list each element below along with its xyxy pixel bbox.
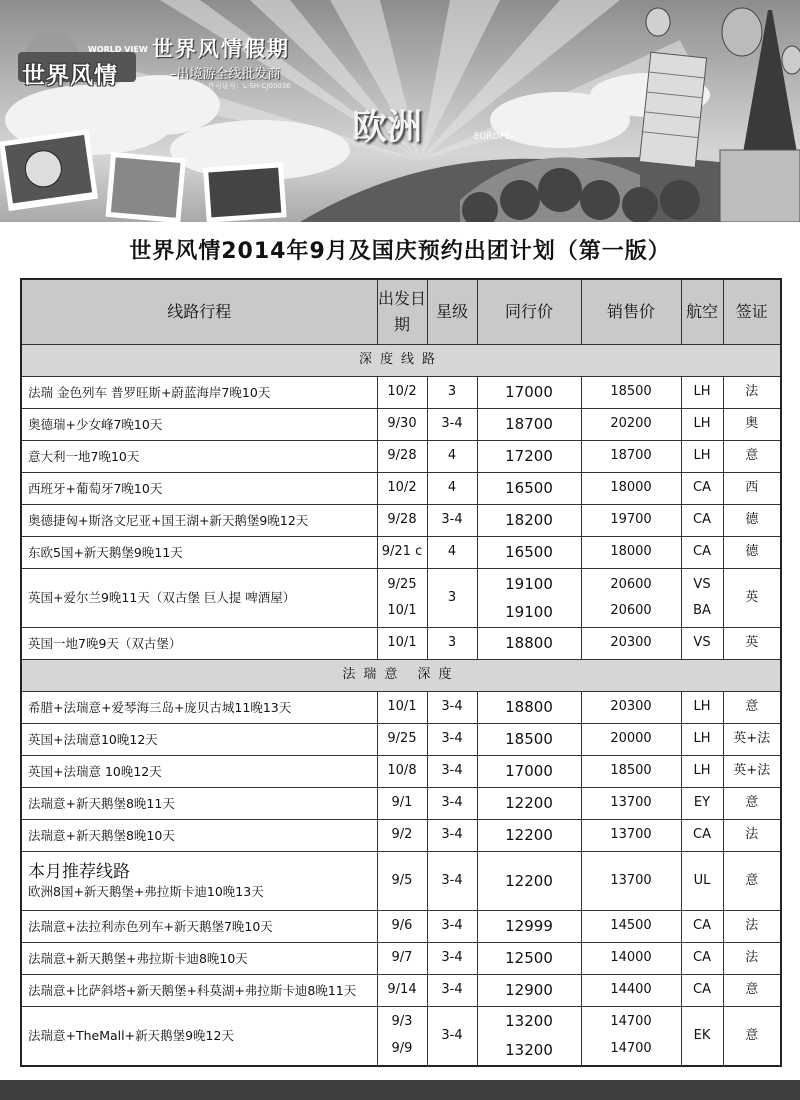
departure-date-cell: 10/8: [377, 756, 427, 788]
schedule-body: [21, 345, 781, 1066]
visa-cell: 西: [723, 473, 781, 505]
retail-price-cell: 20300: [581, 628, 681, 660]
column-header-route: 线路行程: [21, 279, 377, 345]
retail-price-cell-value: 14700: [610, 1040, 652, 1056]
logo: 世界风情: [22, 63, 118, 89]
route-cell: [21, 943, 377, 975]
star-rating-cell: 3-4: [427, 692, 477, 724]
star-rating-cell: 3-4: [427, 943, 477, 975]
route-name: 西班牙+葡萄牙7晚10天: [28, 480, 163, 496]
visa-cell: 英: [723, 628, 781, 660]
route-name: 英国一地7晚9天（双古堡）: [28, 635, 182, 651]
star-rating-cell: 3-4: [427, 820, 477, 852]
route-cell: [21, 473, 377, 505]
airline-cell: UL: [681, 852, 723, 911]
retail-price-cell: 19700: [581, 505, 681, 537]
table-row: [21, 377, 781, 409]
retail-price-cell-value: 20600: [610, 603, 652, 618]
airline-cell: LH: [681, 409, 723, 441]
visa-cell: 法: [723, 820, 781, 852]
peer-price-cell-value: 19100: [505, 574, 553, 593]
table-row: [21, 788, 781, 820]
airline-cell: CA: [681, 820, 723, 852]
star-rating-cell: 4: [427, 537, 477, 569]
retail-price-cell: 18000: [581, 473, 681, 505]
route-name: 东欧5国+新天鹅堡9晚11天: [28, 544, 183, 560]
star-rating-cell: 3-4: [427, 409, 477, 441]
departure-date-cell: 9/7: [377, 943, 427, 975]
peer-price-cell: 18200: [477, 505, 581, 537]
visa-cell: 意: [723, 441, 781, 473]
retail-price-cell: 14400: [581, 975, 681, 1007]
route-name: 英国+法瑞意10晚12天: [28, 731, 158, 747]
airline-cell: LH: [681, 756, 723, 788]
pisa-tower-graphic: [639, 52, 706, 167]
route-cell: [21, 820, 377, 852]
airline-cell: LH: [681, 724, 723, 756]
peer-price-cell: 17000: [477, 756, 581, 788]
section-header-row: [21, 660, 781, 692]
departure-date-cell: 9/14: [377, 975, 427, 1007]
departure-date-cell-value: 9/25: [387, 576, 417, 592]
visa-cell: 意: [723, 975, 781, 1007]
table-header-row: [21, 279, 781, 345]
retail-price-cell: 18700: [581, 441, 681, 473]
table-row: [21, 1007, 781, 1066]
star-rating-cell: 3: [427, 377, 477, 409]
route-name: 法瑞意+比萨斜塔+新天鹅堡+科莫湖+弗拉斯卡迪8晚11天: [28, 982, 357, 998]
peer-price-cell: 12200: [477, 852, 581, 911]
table-row: [21, 852, 781, 911]
star-rating-cell: 3-4: [427, 1007, 477, 1066]
star-rating-cell: 3-4: [427, 788, 477, 820]
departure-date-cell-value: 9/3: [391, 1014, 413, 1030]
peer-price-cell-value: 13200: [505, 1012, 553, 1031]
featured-route-label: 本月推荐线路: [28, 862, 130, 883]
airline-cell: EK: [681, 1007, 723, 1066]
star-rating-cell: 3-4: [427, 505, 477, 537]
peer-price-cell: 17000: [477, 377, 581, 409]
star-rating-cell: 4: [427, 473, 477, 505]
table-row: [21, 441, 781, 473]
airline-cell-value: BA: [693, 603, 711, 618]
peer-price-cell-value: 13200: [505, 1040, 553, 1059]
column-header-visa: 签证: [723, 279, 781, 345]
section-title: 法瑞意 深度: [21, 660, 781, 692]
star-rating-cell: 3: [427, 569, 477, 628]
airline-cell: LH: [681, 441, 723, 473]
brand-name: 世界风情假期: [152, 37, 290, 61]
table-row: [21, 724, 781, 756]
retail-price-cell: 20000: [581, 724, 681, 756]
route-cell: [21, 975, 377, 1007]
peer-price-cell-value: 19100: [505, 603, 553, 621]
departure-date-cell: 9/30: [377, 409, 427, 441]
retail-price-cell-value: 14700: [610, 1014, 652, 1030]
route-cell: [21, 569, 377, 628]
departure-date-cell: 10/2: [377, 377, 427, 409]
visa-cell: 奥: [723, 409, 781, 441]
route-name: 希腊+法瑞意+爱琴海三岛+庞贝古城11晚13天: [28, 699, 292, 715]
visa-cell: 德: [723, 537, 781, 569]
route-cell: [21, 441, 377, 473]
route-cell: [21, 852, 377, 911]
departure-date-cell: [377, 569, 427, 628]
route-name: 英国+法瑞意 10晚12天: [28, 763, 162, 779]
column-header-retail-price: 销售价: [581, 279, 681, 345]
airline-cell: EY: [681, 788, 723, 820]
departure-date-cell: [377, 1007, 427, 1066]
route-name: 欧洲8国+新天鹅堡+弗拉斯卡迪10晚13天: [28, 883, 264, 899]
departure-date-cell: 10/1: [377, 628, 427, 660]
departure-date-cell: 9/2: [377, 820, 427, 852]
table-row: [21, 537, 781, 569]
brand-tagline: –出境游全线批发商: [170, 67, 281, 82]
column-header-star: 星级: [427, 279, 477, 345]
schedule-table: [20, 278, 782, 1067]
peer-price-cell: 18800: [477, 628, 581, 660]
star-rating-cell: 3-4: [427, 852, 477, 911]
route-name: 法瑞意+TheMall+新天鹅堡9晚12天: [28, 1027, 234, 1043]
column-header-peer-price: 同行价: [477, 279, 581, 345]
visa-cell: 英+法: [723, 756, 781, 788]
airline-cell: LH: [681, 377, 723, 409]
peer-price-cell: [477, 1007, 581, 1066]
departure-date-cell: 9/28: [377, 505, 427, 537]
section-title: 深度线路: [21, 345, 781, 377]
peer-price-cell: 12900: [477, 975, 581, 1007]
route-name: 英国+爱尔兰9晚11天（双古堡 巨人提 啤酒屋）: [28, 590, 296, 606]
airline-cell: CA: [681, 911, 723, 943]
peer-price-cell: [477, 569, 581, 628]
table-row: [21, 569, 781, 628]
departure-date-cell: 10/1: [377, 692, 427, 724]
page-title: 世界风情2014年9月及国庆预约出团计划（第一版）: [129, 239, 671, 264]
route-cell: [21, 505, 377, 537]
departure-date-cell: 9/6: [377, 911, 427, 943]
route-cell: [21, 788, 377, 820]
route-cell: [21, 724, 377, 756]
retail-price-cell: 14500: [581, 911, 681, 943]
region-title-english: EUROPE: [474, 132, 511, 142]
departure-date-cell: 9/5: [377, 852, 427, 911]
route-name: 意大利一地7晚10天: [28, 448, 140, 464]
route-cell: [21, 409, 377, 441]
airline-cell: CA: [681, 473, 723, 505]
visa-cell: 法: [723, 377, 781, 409]
visa-cell: 意: [723, 692, 781, 724]
airline-cell: CA: [681, 505, 723, 537]
departure-date-cell: 10/2: [377, 473, 427, 505]
route-cell: [21, 692, 377, 724]
table-row: [21, 756, 781, 788]
retail-price-cell: 18000: [581, 537, 681, 569]
route-cell: [21, 911, 377, 943]
peer-price-cell: 12200: [477, 788, 581, 820]
peer-price-cell: 18800: [477, 692, 581, 724]
region-title: 欧洲: [352, 108, 423, 148]
airline-cell: LH: [681, 692, 723, 724]
peer-price-cell: 12200: [477, 820, 581, 852]
retail-price-cell: 13700: [581, 788, 681, 820]
table-row: [21, 505, 781, 537]
retail-price-cell: 13700: [581, 852, 681, 911]
star-rating-cell: 4: [427, 441, 477, 473]
visa-cell: 法: [723, 911, 781, 943]
route-name: 法瑞意+新天鹅堡+弗拉斯卡迪8晚10天: [28, 950, 248, 966]
route-cell: [21, 377, 377, 409]
route-cell: [21, 537, 377, 569]
departure-date-cell: 9/21 c: [377, 537, 427, 569]
retail-price-cell: 20200: [581, 409, 681, 441]
star-rating-cell: 3-4: [427, 911, 477, 943]
airline-cell: VS: [681, 628, 723, 660]
footer-bar: [0, 1080, 800, 1100]
retail-price-cell: 18500: [581, 377, 681, 409]
route-name: 法瑞意+法拉利赤色列车+新天鹅堡7晚10天: [28, 918, 273, 934]
table-row: [21, 409, 781, 441]
visa-cell: 英+法: [723, 724, 781, 756]
airline-cell: CA: [681, 943, 723, 975]
star-rating-cell: 3-4: [427, 975, 477, 1007]
peer-price-cell: 12999: [477, 911, 581, 943]
route-cell: [21, 628, 377, 660]
visa-cell: 意: [723, 852, 781, 911]
table-row: [21, 911, 781, 943]
route-name: 法瑞意+新天鹅堡8晚11天: [28, 795, 175, 811]
route-cell: [21, 1007, 377, 1066]
visa-cell: 德: [723, 505, 781, 537]
visa-cell: 意: [723, 788, 781, 820]
column-header-date: 出发日期: [377, 279, 427, 345]
departure-date-cell-value: 10/1: [387, 603, 417, 618]
retail-price-cell: 20300: [581, 692, 681, 724]
departure-date-cell: 9/1: [377, 788, 427, 820]
route-name: 法瑞 金色列车 普罗旺斯+蔚蓝海岸7晚10天: [28, 384, 271, 400]
airline-cell: CA: [681, 975, 723, 1007]
retail-price-cell: [581, 1007, 681, 1066]
retail-price-cell: 14000: [581, 943, 681, 975]
peer-price-cell: 18500: [477, 724, 581, 756]
license-number: 许可证号：L-SH-CJ00036: [208, 82, 291, 90]
peer-price-cell: 16500: [477, 537, 581, 569]
peer-price-cell: 12500: [477, 943, 581, 975]
star-rating-cell: 3-4: [427, 724, 477, 756]
header-banner: [0, 0, 800, 222]
retail-price-cell: [581, 569, 681, 628]
departure-date-cell-value: 9/9: [391, 1040, 413, 1056]
logo-english: WORLD VIEW: [88, 45, 148, 54]
departure-date-cell: 9/25: [377, 724, 427, 756]
retail-price-cell: 13700: [581, 820, 681, 852]
visa-cell: 意: [723, 1007, 781, 1066]
table-row: [21, 975, 781, 1007]
table-row: [21, 473, 781, 505]
table-row: [21, 943, 781, 975]
airline-cell: [681, 569, 723, 628]
section-header-row: [21, 345, 781, 377]
route-cell: [21, 756, 377, 788]
star-rating-cell: 3-4: [427, 756, 477, 788]
peer-price-cell: 17200: [477, 441, 581, 473]
visa-cell: 英: [723, 569, 781, 628]
departure-date-cell: 9/28: [377, 441, 427, 473]
retail-price-cell-value: 20600: [610, 576, 652, 592]
airline-cell-value: VS: [693, 576, 711, 592]
route-name: 法瑞意+新天鹅堡8晚10天: [28, 827, 175, 843]
table-row: [21, 692, 781, 724]
star-rating-cell: 3: [427, 628, 477, 660]
table-row: [21, 628, 781, 660]
peer-price-cell: 18700: [477, 409, 581, 441]
column-header-airline: 航空: [681, 279, 723, 345]
peer-price-cell: 16500: [477, 473, 581, 505]
route-name: 奥德瑞+少女峰7晚10天: [28, 416, 163, 432]
route-name: 奥德捷匈+斯洛文尼亚+国王湖+新天鹅堡9晚12天: [28, 512, 309, 528]
table-row: [21, 820, 781, 852]
airline-cell: CA: [681, 537, 723, 569]
visa-cell: 法: [723, 943, 781, 975]
retail-price-cell: 18500: [581, 756, 681, 788]
